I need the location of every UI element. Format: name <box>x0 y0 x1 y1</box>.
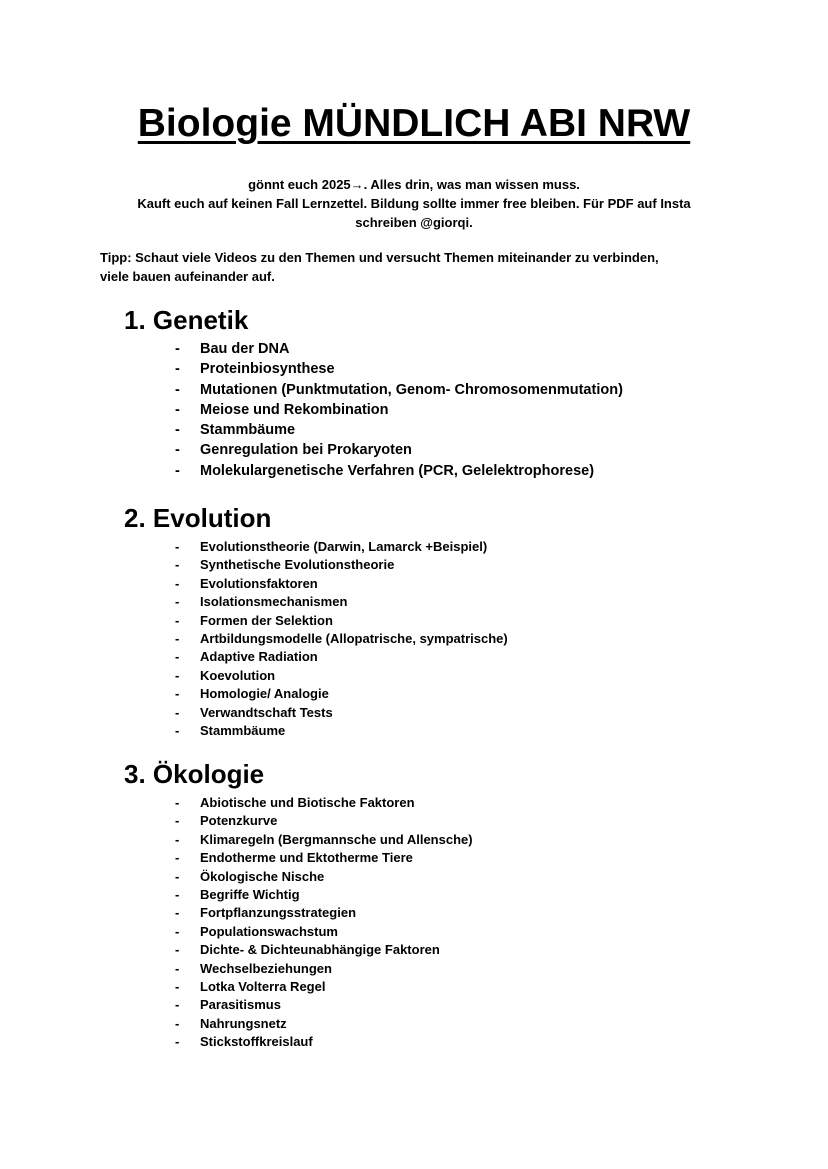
topic-item-label: Formen der Selektion <box>200 612 333 628</box>
topic-item <box>124 400 764 420</box>
topic-item-label: Isolationsmechanismen <box>200 594 348 610</box>
topic-item <box>124 886 764 904</box>
topic-item <box>124 556 764 574</box>
topic-item <box>124 359 764 379</box>
bullet-dash: - <box>175 557 180 573</box>
topic-item-label: Lotka Volterra Regel <box>200 979 326 995</box>
bullet-dash: - <box>175 361 180 378</box>
topic-item <box>124 960 764 978</box>
topic-item <box>124 575 764 593</box>
section-evolution <box>124 502 764 740</box>
tip-line: viele bauen aufeinander auf. <box>100 269 275 284</box>
bullet-dash: - <box>175 401 180 418</box>
topic-item-label: Synthetische Evolutionstheorie <box>200 557 395 573</box>
topic-item <box>124 996 764 1014</box>
topic-item-label: Adaptive Radiation <box>200 649 318 665</box>
bullet-dash: - <box>175 960 180 976</box>
bullet-dash: - <box>175 381 180 398</box>
topic-item-label: Endotherme und Ektotherme Tiere <box>200 850 413 866</box>
section-genetik <box>124 304 764 481</box>
bullet-dash: - <box>175 341 180 357</box>
bullet-dash: - <box>175 905 180 921</box>
topic-item-label: Nahrungsnetz <box>200 1015 287 1031</box>
section-oekologie <box>124 758 764 1052</box>
topic-item-label: Homologie/ Analogie <box>200 686 329 702</box>
topic-item-label: Artbildungsmodelle (Allopatrische, sympatrische) <box>200 631 508 647</box>
topic-item <box>124 538 764 556</box>
intro-line: schreiben @giorqi. <box>355 215 473 230</box>
topic-item <box>124 440 764 460</box>
topic-item-label: Wechselbeziehungen <box>200 960 332 976</box>
topic-item <box>124 1033 764 1051</box>
bullet-dash: - <box>175 649 180 665</box>
topic-item <box>124 630 764 648</box>
topic-item <box>124 593 764 611</box>
bullet-dash: - <box>175 462 180 479</box>
bullet-dash: - <box>175 667 180 683</box>
topic-item-label: Evolutionstheorie (Darwin, Lamarck +Beispiel) <box>200 539 488 554</box>
topic-item-label: Fortpflanzungsstrategien <box>200 905 357 921</box>
bullet-dash: - <box>175 539 180 554</box>
topic-item <box>124 794 764 812</box>
bullet-dash: - <box>175 594 180 610</box>
bullet-dash: - <box>175 850 180 866</box>
bullet-dash: - <box>175 1015 180 1031</box>
topic-item <box>124 812 764 830</box>
section-heading: 3. Ökologie <box>124 759 265 789</box>
topic-item <box>124 722 764 740</box>
bullet-dash: - <box>175 631 180 647</box>
topic-item-label: Verwandtschaft Tests <box>200 704 333 720</box>
topic-item <box>124 923 764 941</box>
topic-item-label: Potenzkurve <box>200 813 278 829</box>
topic-item <box>124 704 764 722</box>
topic-item-label: Begriffe Wichtig <box>200 887 300 903</box>
bullet-dash: - <box>175 979 180 995</box>
topic-item <box>124 339 764 359</box>
topic-item <box>124 648 764 666</box>
topic-item <box>124 849 764 867</box>
topic-item-label: Proteinbiosynthese <box>200 361 335 378</box>
bullet-dash: - <box>175 723 180 739</box>
topic-item <box>124 978 764 996</box>
topic-item-label: Dichte- & Dichteunabhängige Faktoren <box>200 942 440 958</box>
topic-item <box>124 667 764 685</box>
bullet-dash: - <box>175 704 180 720</box>
topic-item-label: Populationswachstum <box>200 923 338 939</box>
section-heading: 1. Genetik <box>124 305 249 335</box>
topic-item-label: Evolutionsfaktoren <box>200 575 318 591</box>
topic-item-label: Ökologische Nische <box>200 868 325 884</box>
bullet-dash: - <box>175 575 180 591</box>
topic-list <box>124 794 764 1052</box>
bullet-dash: - <box>175 923 180 939</box>
topic-item <box>124 420 764 440</box>
topic-item <box>124 1015 764 1033</box>
topic-item <box>124 685 764 703</box>
topic-item-label: Genregulation bei Prokaryoten <box>200 442 412 459</box>
topic-item-label: Stammbäume <box>200 422 296 439</box>
topic-item-label: Mutationen (Punktmutation, Genom- Chromosomenmutation) <box>200 381 623 398</box>
topic-list <box>124 339 764 481</box>
topic-item <box>124 612 764 630</box>
bullet-dash: - <box>175 795 180 810</box>
topic-item <box>124 868 764 886</box>
intro-line: Kauft euch auf keinen Fall Lernzettel. Bildung sollte immer free bleiben. Für PDF auf Insta <box>137 196 691 211</box>
bullet-dash: - <box>175 442 180 459</box>
tip-line: Tipp: Schaut viele Videos zu den Themen und versucht Themen miteinander zu verbinden, <box>100 250 659 265</box>
topic-item-label: Koevolution <box>200 667 276 683</box>
bullet-dash: - <box>175 868 180 884</box>
topic-item-label: Stammbäume <box>200 723 286 739</box>
bullet-dash: - <box>175 422 180 439</box>
topic-item <box>124 831 764 849</box>
bullet-dash: - <box>175 813 180 829</box>
bullet-dash: - <box>175 686 180 702</box>
topic-item-label: Bau der DNA <box>200 341 290 357</box>
topic-item <box>124 941 764 959</box>
topic-item-label: Klimaregeln (Bergmannsche und Allensche) <box>200 831 473 847</box>
bullet-dash: - <box>175 612 180 628</box>
topic-item <box>124 380 764 400</box>
bullet-dash: - <box>175 831 180 847</box>
document-title: Biologie MÜNDLICH ABI NRW <box>137 102 691 145</box>
topic-item-label: Stickstoffkreislauf <box>200 1034 313 1050</box>
topic-list <box>124 538 764 740</box>
bullet-dash: - <box>175 997 180 1013</box>
topic-item-label: Molekulargenetische Verfahren (PCR, Gelelektrophorese) <box>200 462 595 479</box>
bullet-dash: - <box>175 887 180 903</box>
topic-item-label: Parasitismus <box>200 997 281 1013</box>
topic-item-label: Abiotische und Biotische Faktoren <box>200 795 415 810</box>
topic-item <box>124 461 764 481</box>
tip-text <box>100 248 740 286</box>
topic-item <box>124 904 764 922</box>
intro-text <box>0 175 828 232</box>
intro-line: gönnt euch 2025→. Alles drin, was man wissen muss. <box>248 177 580 192</box>
topic-item-label: Meiose und Rekombination <box>200 401 389 418</box>
bullet-dash: - <box>175 942 180 958</box>
section-heading: 2. Evolution <box>124 503 272 533</box>
bullet-dash: - <box>175 1034 180 1050</box>
